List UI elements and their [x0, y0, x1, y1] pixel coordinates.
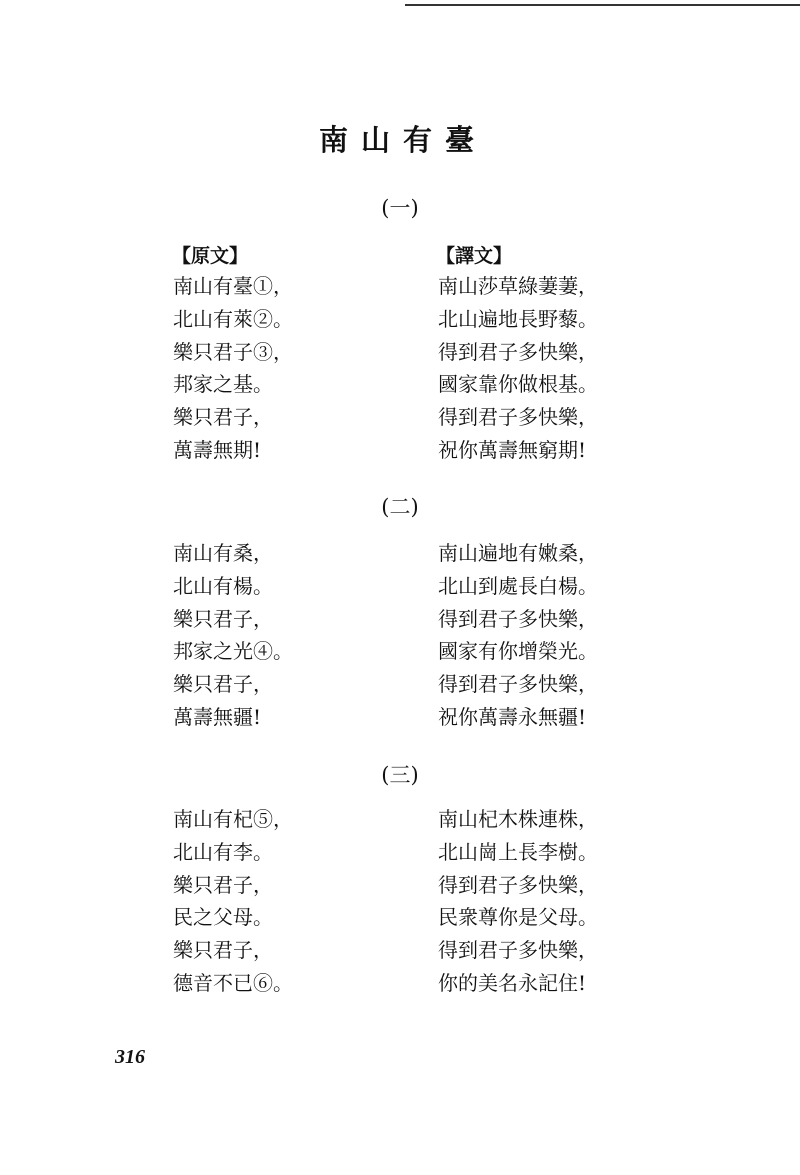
original-line: 樂只君子，: [173, 938, 273, 963]
translation-line: 得到君子多快樂，: [438, 672, 598, 697]
translation-line: 南山遍地有嫩桑，: [438, 541, 598, 565]
original-line: 南山有桑，: [173, 541, 273, 565]
translation-line: 得到君子多快樂，: [438, 339, 598, 364]
label-translation: 【譯文】: [436, 245, 513, 267]
translation-line: 南山莎草綠萋萋，: [438, 274, 598, 298]
original-line: 萬壽無疆!: [173, 704, 262, 729]
original-line: 德音不已⑥。: [173, 970, 293, 995]
translation-line: 得到君子多快樂，: [438, 606, 598, 631]
original-stanza-3: [173, 803, 293, 1000]
translation-stanza-3: [438, 803, 598, 1000]
original-line: 樂只君子，: [173, 405, 273, 430]
original-line: 北山有楊。: [173, 573, 273, 598]
translation-line: 祝你萬壽永無疆!: [438, 704, 587, 729]
translation-line: 得到君子多快樂，: [438, 872, 598, 897]
translation-line: 南山杞木株連株，: [438, 807, 598, 831]
original-line: 南山有杞⑤，: [173, 807, 293, 831]
translation-stanza-1: [438, 270, 598, 467]
original-line: 邦家之光④。: [173, 639, 293, 664]
original-line: 北山有萊②。: [173, 306, 293, 331]
translation-line: 北山到處長白楊。: [438, 573, 598, 598]
translation-line: 得到君子多快樂，: [438, 405, 598, 430]
poem-title: 南山有臺: [318, 123, 487, 157]
original-stanza-1: [173, 270, 293, 467]
translation-line: 你的美名永記住!: [438, 970, 587, 995]
translation-line: 祝你萬壽無窮期!: [438, 437, 587, 462]
translation-line: 國家有你增榮光。: [438, 639, 598, 664]
translation-line: 得到君子多快樂，: [438, 938, 598, 963]
translation-line: 北山崗上長李樹。: [438, 839, 598, 864]
original-line: 萬壽無期!: [173, 437, 262, 462]
original-line: 樂只君子③，: [173, 339, 293, 364]
section-heading-1: (一): [381, 196, 419, 220]
translation-line: 民衆尊你是父母。: [438, 905, 598, 930]
original-line: 邦家之基。: [173, 372, 273, 397]
label-original: 【原文】: [172, 245, 249, 267]
original-stanza-2: [173, 537, 293, 734]
original-line: 樂只君子，: [173, 672, 273, 697]
original-line: 樂只君子，: [173, 872, 273, 897]
page-number: 316: [115, 1046, 145, 1068]
original-line: 北山有李。: [173, 839, 273, 864]
translation-stanza-2: [438, 537, 598, 734]
section-heading-3: (三): [381, 763, 419, 787]
translation-line: 國家靠你做根基。: [438, 372, 598, 397]
translation-line: 北山遍地長野藜。: [438, 306, 598, 331]
original-line: 樂只君子，: [173, 606, 273, 631]
top-rule: [405, 4, 800, 6]
original-line: 民之父母。: [173, 905, 273, 930]
section-heading-2: (二): [381, 495, 419, 519]
original-line: 南山有臺①，: [173, 274, 293, 298]
